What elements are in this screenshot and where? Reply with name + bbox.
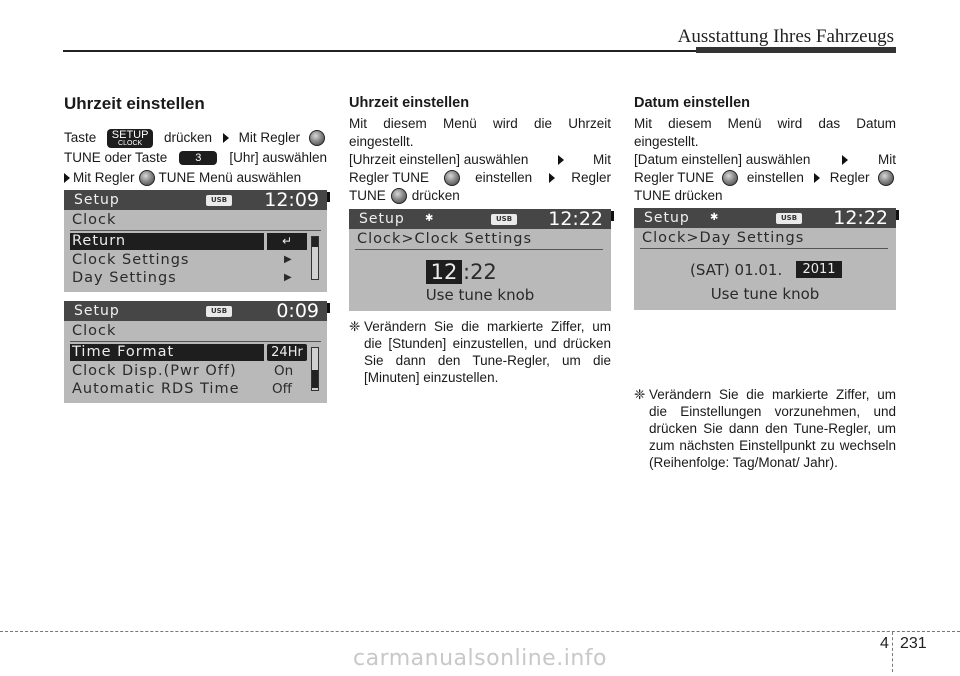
menu-row: Clock bbox=[72, 212, 117, 228]
tune-knob-icon bbox=[139, 170, 155, 186]
arrow-right-icon bbox=[558, 155, 564, 165]
note-symbol: ❈ bbox=[349, 319, 361, 334]
usb-icon: USB bbox=[206, 306, 232, 317]
note-text: Verändern Sie die markierte Ziffer, um die Einstellungen vorzunehmen, und drücken Sie dann den Tune-Regler, um zum nächsten Einstellpunkt zu wechseln (Reihenfolge: Tag/Monat/ Jahr). bbox=[649, 387, 896, 470]
time-format-value: 24Hr bbox=[267, 344, 307, 361]
col3-heading: Datum einstellen bbox=[634, 95, 751, 111]
screen-clock: 12:22 bbox=[833, 207, 888, 229]
footer-rule bbox=[0, 631, 960, 632]
col2-text: TUNE bbox=[349, 188, 386, 203]
clock-settings-screen bbox=[349, 209, 611, 311]
tune-knob-icon bbox=[444, 170, 460, 186]
col3-text: einstellen bbox=[746, 170, 804, 185]
watermark: carmanualsonline.info bbox=[353, 646, 607, 671]
arrow-right-icon bbox=[549, 173, 555, 183]
screen-title-bar bbox=[64, 301, 327, 321]
col1-text: Taste bbox=[64, 130, 97, 145]
screen-clock: 0:09 bbox=[276, 300, 319, 322]
divider bbox=[355, 249, 603, 250]
setup-key-label: SETUP bbox=[111, 128, 149, 141]
page-number: 231 bbox=[900, 635, 927, 652]
note-text: Verändern Sie die markierte Ziffer, um die [Stunden] einzustellen, und drücken Sie dann den Tune-Regler, um die [Minuten] einzustellen. bbox=[364, 319, 611, 385]
col2-text: Regler TUNE bbox=[349, 170, 430, 185]
menu-row: Automatic RDS Time bbox=[72, 381, 240, 397]
screen-title: Setup bbox=[644, 210, 690, 226]
right-marker bbox=[611, 211, 614, 221]
key-3-label: 3 bbox=[179, 151, 217, 165]
col1-text: TUNE oder Taste bbox=[64, 150, 168, 165]
col3-note bbox=[634, 386, 896, 471]
tune-knob-icon bbox=[391, 188, 407, 204]
setup-clock-key bbox=[107, 129, 153, 148]
col3-text: Regler bbox=[829, 170, 870, 185]
col2-para1: Mit diesem Menü wird die Uhrzeit eingestellt. bbox=[349, 116, 611, 149]
screen-title: Setup bbox=[74, 303, 120, 319]
col3-instructions bbox=[634, 151, 896, 205]
chevron-right-icon: ▶ bbox=[284, 254, 292, 265]
screen-title-bar bbox=[349, 209, 611, 229]
usb-icon: USB bbox=[491, 214, 517, 225]
menu-row: Clock bbox=[72, 323, 117, 339]
hint-text: Use tune knob bbox=[425, 286, 535, 304]
screen-clock: 12:09 bbox=[264, 189, 319, 211]
breadcrumb: Clock>Clock Settings bbox=[357, 231, 533, 247]
option-value: Off bbox=[272, 381, 292, 397]
col1-text: [Uhr] auswählen bbox=[229, 150, 327, 165]
col1-text: drücken bbox=[163, 130, 212, 145]
scrollbar bbox=[311, 236, 319, 280]
right-marker bbox=[327, 192, 330, 202]
divider bbox=[640, 248, 888, 249]
arrow-right-icon bbox=[842, 155, 848, 165]
screen-title-bar bbox=[64, 190, 327, 210]
clock-key-label: CLOCK bbox=[118, 139, 143, 147]
col2-text: einstellen bbox=[475, 170, 533, 185]
col2-note bbox=[349, 318, 611, 386]
col2-text: Mit bbox=[592, 152, 611, 167]
screen-title: Setup bbox=[359, 211, 405, 227]
screen-title-bar bbox=[634, 208, 896, 228]
right-marker bbox=[896, 210, 899, 220]
menu-row: Clock Disp.(Pwr Off) bbox=[72, 363, 237, 379]
running-header: Ausstattung Ihres Fahrzeugs bbox=[677, 26, 894, 47]
menu-row-selected: Time Format bbox=[72, 344, 175, 360]
date-value: (SAT) 01.01. bbox=[690, 261, 783, 279]
usb-icon: USB bbox=[206, 195, 232, 206]
hint-text: Use tune knob bbox=[710, 285, 820, 303]
menu-row-selected: Return bbox=[72, 233, 127, 249]
day-settings-screen bbox=[634, 208, 896, 310]
chevron-right-icon: ▶ bbox=[284, 272, 292, 283]
return-arrow-icon: ↵ bbox=[267, 233, 307, 250]
year-value: 2011 bbox=[796, 261, 842, 278]
arrow-right-icon bbox=[814, 173, 820, 183]
chapter-number: 4 bbox=[880, 635, 889, 652]
col1-text: Mit Regler bbox=[238, 130, 301, 145]
col1-text: Mit Regler bbox=[73, 170, 135, 185]
divider bbox=[70, 230, 321, 231]
tune-knob-icon bbox=[309, 130, 325, 146]
setup-screen-2 bbox=[64, 301, 327, 403]
hour-value: 12 bbox=[426, 260, 462, 284]
option-value: On bbox=[274, 363, 294, 379]
tune-knob-icon bbox=[722, 170, 738, 186]
divider bbox=[70, 341, 321, 342]
col2-text: Regler bbox=[571, 170, 611, 185]
setup-screen-1 bbox=[64, 190, 327, 292]
col3-text: Mit bbox=[877, 152, 896, 167]
right-marker bbox=[327, 303, 330, 313]
menu-row: Clock Settings bbox=[72, 252, 190, 268]
col1-instructions bbox=[64, 128, 327, 188]
note-symbol: ❈ bbox=[634, 387, 646, 402]
col3-text: TUNE drücken bbox=[634, 188, 723, 203]
menu-row: Day Settings bbox=[72, 270, 177, 286]
col2-heading: Uhrzeit einstellen bbox=[349, 95, 470, 111]
scrollbar bbox=[311, 347, 319, 391]
col3-text: [Datum einstellen] auswählen bbox=[634, 152, 811, 167]
breadcrumb: Clock>Day Settings bbox=[642, 230, 805, 246]
col2-text: [Uhrzeit einstellen] auswählen bbox=[349, 152, 529, 167]
col2-text: drücken bbox=[411, 188, 460, 203]
col3-text: Regler TUNE bbox=[634, 170, 715, 185]
bluetooth-icon: ✱ bbox=[425, 213, 434, 224]
arrow-right-icon bbox=[223, 133, 229, 143]
screen-clock: 12:22 bbox=[548, 208, 603, 230]
minute-value: :22 bbox=[463, 260, 497, 284]
col3-para1: Mit diesem Menü wird das Datum eingestellt. bbox=[634, 116, 896, 149]
arrow-right-icon bbox=[64, 173, 70, 183]
screen-title: Setup bbox=[74, 192, 120, 208]
col1-text: TUNE Menü auswählen bbox=[158, 170, 302, 185]
col1-heading: Uhrzeit einstellen bbox=[64, 94, 205, 113]
tune-knob-icon bbox=[878, 170, 894, 186]
usb-icon: USB bbox=[776, 213, 802, 224]
bluetooth-icon: ✱ bbox=[710, 212, 719, 223]
col2-instructions bbox=[349, 151, 611, 205]
header-rule-accent bbox=[696, 47, 896, 53]
